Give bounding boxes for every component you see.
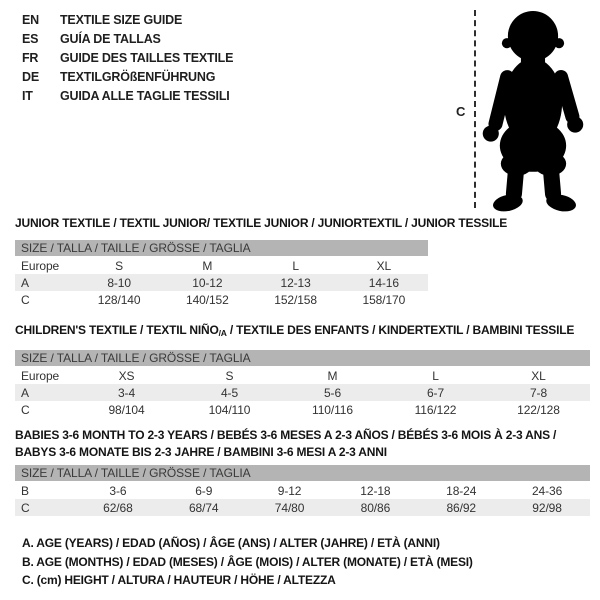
table-row	[15, 257, 428, 274]
title-part: / TEXTILE DES ENFANTS / KINDERTEXTIL / BAMBINI TESSILE	[226, 323, 575, 337]
row-label: B	[21, 484, 29, 498]
cell: 128/140	[97, 292, 141, 307]
legend-line-b: B. AGE (MONTHS) / EDAD (MESES) / ÂGE (MOIS) / ALTER (MONATE) / ETÀ (MESI)	[22, 554, 473, 569]
table-row	[15, 401, 590, 418]
cell: 18-24	[446, 484, 477, 498]
cell: 86/92	[418, 499, 504, 516]
guide-title: GUÍA DE TALLAS	[60, 32, 161, 46]
cell: S	[225, 369, 234, 383]
cell: 110/116	[312, 402, 353, 417]
height-measure-dashed-line	[474, 10, 476, 208]
language-code: EN	[22, 13, 39, 27]
table-row	[15, 367, 590, 384]
language-row	[22, 68, 233, 87]
language-row	[22, 11, 233, 30]
size-header-cell: SIZE / TALLA / TAILLE / GRÖSSE / TAGLIA	[15, 240, 428, 257]
junior-table-title: JUNIOR TEXTILE / TEXTIL JUNIOR/ TEXTILE JUNIOR / JUNIORTEXTIL / JUNIOR TESSILE	[15, 216, 508, 230]
table-row	[15, 499, 590, 516]
measure-legend	[22, 534, 473, 590]
cell: 7-8	[487, 384, 590, 401]
cell: XL	[376, 259, 392, 273]
cell: 3-4	[75, 384, 178, 401]
cell: 5-6	[281, 384, 384, 401]
language-code: DE	[22, 70, 39, 84]
language-row	[22, 87, 233, 106]
height-figure	[450, 4, 595, 216]
size-header-row	[15, 240, 428, 257]
cell: 140/152	[186, 292, 229, 307]
guide-title: GUIDA ALLE TAGLIE TESSILI	[60, 89, 230, 103]
cell: 6-9	[195, 484, 213, 498]
cell: 10-12	[163, 274, 251, 291]
babies-size-table	[15, 465, 590, 516]
language-row	[22, 30, 233, 49]
row-label: C	[21, 292, 30, 307]
cell: 12-18	[360, 484, 391, 498]
cell: M	[327, 369, 338, 383]
cell: 4-5	[178, 384, 281, 401]
language-code: IT	[22, 89, 33, 103]
legend-line-a: A. AGE (YEARS) / EDAD (AÑOS) / ÂGE (ANS) / ALTER (JAHRE) / ETÀ (ANNI)	[22, 536, 440, 550]
size-header-row	[15, 465, 590, 482]
children-table-title	[15, 322, 574, 342]
cell: 152/158	[274, 292, 317, 307]
babies-table-title	[15, 427, 556, 461]
toddler-silhouette-icon	[480, 6, 592, 212]
cell: 6-7	[384, 384, 487, 401]
cell: 3-6	[109, 484, 127, 498]
cell: M	[202, 259, 213, 273]
row-label: C	[21, 402, 30, 417]
size-header-row	[15, 350, 590, 367]
table-row	[15, 291, 428, 308]
cell: S	[115, 259, 124, 273]
cell: 104/110	[208, 402, 251, 417]
guide-title: TEXTILE SIZE GUIDE	[60, 13, 183, 27]
cell: 116/122	[414, 402, 457, 417]
cell: 74/80	[247, 499, 333, 516]
language-code: ES	[22, 32, 39, 46]
language-title-list	[22, 11, 233, 106]
guide-title: TEXTILGRÖßENFÜHRUNG	[60, 70, 216, 84]
row-label: C	[15, 499, 75, 516]
cell: 68/74	[161, 499, 247, 516]
cell: L	[432, 369, 439, 383]
cell: 24-36	[531, 484, 563, 498]
cell: L	[292, 259, 299, 273]
cell: 92/98	[504, 499, 590, 516]
language-row	[22, 49, 233, 68]
children-size-table	[15, 350, 590, 418]
row-label: Europe	[21, 259, 60, 273]
title-part: CHILDREN'S TEXTILE / TEXTIL NIÑO	[15, 323, 219, 337]
cell: 9-12	[277, 484, 302, 498]
row-label: Europe	[21, 369, 60, 383]
cell: 12-13	[252, 274, 340, 291]
cell: 14-16	[340, 274, 428, 291]
cell: 80/86	[332, 499, 418, 516]
cell: 98/104	[108, 402, 145, 417]
cell: XS	[118, 369, 135, 383]
size-header-cell: SIZE / TALLA / TAILLE / GRÖSSE / TAGLIA	[15, 465, 590, 482]
table-row	[15, 384, 590, 401]
cell: XL	[531, 369, 546, 383]
height-measure-label: C	[456, 104, 466, 119]
guide-title: GUIDE DES TAILLES TEXTILE	[60, 51, 234, 65]
cell: 158/170	[362, 292, 406, 307]
legend-line-c: C. (cm) HEIGHT / ALTURA / HAUTEUR / HÖHE / ALTEZZA	[22, 573, 336, 587]
title-line: BABYS 3-6 MONATE BIS 2-3 JAHRE / BAMBINI 3-6 MESI A 2-3 ANNI	[15, 445, 387, 459]
table-row	[15, 274, 428, 291]
size-header-cell: SIZE / TALLA / TAILLE / GRÖSSE / TAGLIA	[15, 350, 590, 367]
row-label: A	[15, 274, 75, 291]
cell: 8-10	[75, 274, 163, 291]
junior-size-table	[15, 240, 428, 308]
cell: 62/68	[75, 499, 161, 516]
table-row	[15, 482, 590, 499]
cell: 122/128	[517, 402, 560, 417]
row-label: A	[15, 384, 75, 401]
title-subscript: /A	[218, 328, 227, 338]
title-line: BABIES 3-6 MONTH TO 2-3 YEARS / BEBÉS 3-6 MESES A 2-3 AÑOS / BÉBÉS 3-6 MOIS À 2-3 ANS /	[15, 428, 557, 442]
language-code: FR	[22, 51, 39, 65]
